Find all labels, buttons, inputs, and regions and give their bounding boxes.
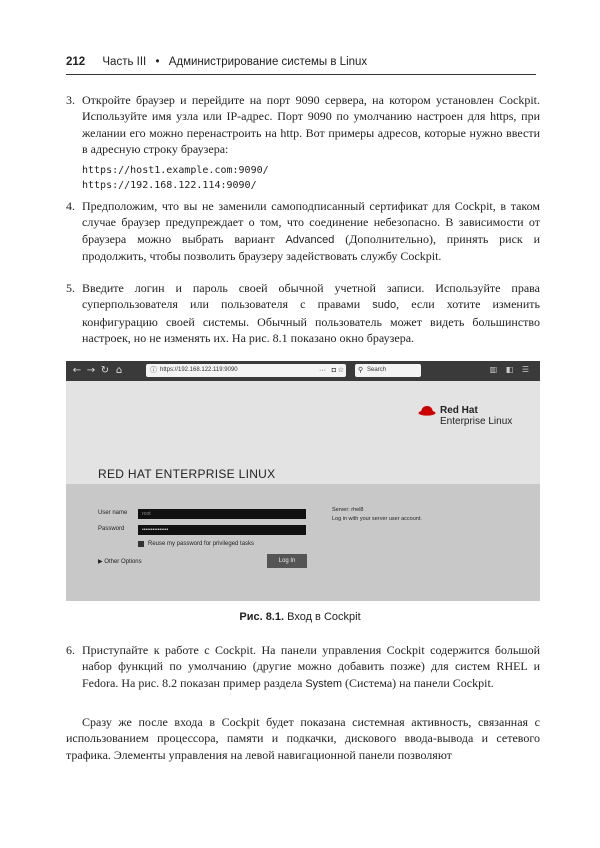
server-info	[332, 506, 422, 524]
forward-icon[interactable]: →	[86, 365, 96, 376]
item-number: 5.	[66, 281, 75, 295]
list-item-3	[66, 92, 540, 158]
back-icon[interactable]: ←	[72, 365, 82, 376]
home-icon[interactable]: ⌂	[115, 365, 123, 376]
login-header-area	[66, 381, 540, 484]
header-bullet: •	[155, 56, 160, 68]
item-number: 6.	[66, 643, 75, 657]
item-text	[82, 280, 540, 347]
code-line-1: https://host1.example.com:9090/	[82, 165, 269, 176]
search-input[interactable]	[355, 364, 421, 377]
body-paragraph: Сразу же после входа в Cockpit будет показана системная активность, связанная с использованием процессора, памяти и подкачки, дискового ввода-вывода и сетевого трафика. Элементы управления на левой навигационной панели позволяют	[66, 715, 540, 762]
list-item-4	[66, 198, 540, 265]
item-number: 3.	[66, 93, 75, 107]
brand-line-2: Enterprise Linux	[440, 416, 513, 427]
brand-line-1: Red Hat	[440, 405, 478, 416]
page-number: 212	[66, 56, 86, 68]
other-options-toggle[interactable]: ▶ Other Options	[98, 559, 142, 565]
server-hint: Log in with your server user account.	[332, 516, 422, 522]
text-part: , если хотите изменить конфигурацию своей системы. Обычный пользователь может видеть большинство настроек, но не изменять их. На рис. 8.1 показано окно браузера.	[82, 297, 540, 346]
login-form	[66, 484, 540, 601]
bookmark-star-icon[interactable]: ☆	[337, 367, 344, 374]
username-field[interactable]: root	[138, 509, 306, 519]
browser-toolbar	[66, 361, 540, 381]
caption-label: Рис. 8.1.	[239, 611, 285, 623]
code-line-2: https://192.168.122.114:9090/	[82, 180, 257, 191]
redhat-hat-icon	[418, 405, 436, 416]
list-item-5	[66, 280, 540, 347]
text-part: (Система) на панели Cockpit.	[342, 675, 494, 690]
text-part: Введите логин и пароль своей обычной учетной записи. Используйте права суперпользователя или пользователя с правами	[82, 281, 540, 312]
password-label: Password	[98, 526, 125, 532]
cockpit-login-screenshot	[66, 361, 540, 601]
username-label: User name	[98, 510, 128, 516]
ui-term: System	[305, 677, 342, 690]
part-label: Часть III	[102, 56, 147, 68]
caption-text: Вход в Cockpit	[287, 611, 361, 623]
login-button[interactable]: Log In	[267, 554, 307, 568]
redhat-logo	[440, 405, 512, 427]
text-part: Приступайте к работе с Cockpit. На панели управления Cockpit содержится большой набор функций по умолчанию (другие можно добавить позже) для систем RHEL и Fedora. На рис. 8.2 показан пример раздела	[82, 643, 540, 690]
pocket-icon[interactable]: ◘	[331, 367, 336, 374]
reload-icon[interactable]: ↻	[100, 365, 110, 376]
reuse-password-label: Reuse my password for privileged tasks	[148, 541, 255, 547]
code-block	[82, 163, 269, 193]
running-header	[66, 56, 536, 75]
server-label: Server: rhel8	[332, 507, 364, 513]
list-item-6	[66, 642, 540, 692]
ui-term: Advanced	[285, 233, 335, 246]
ui-term: sudo	[372, 299, 397, 312]
item-text	[82, 642, 540, 692]
product-title: RED HAT ENTERPRISE LINUX	[98, 467, 276, 481]
password-field[interactable]: •••••••••••••••	[138, 525, 306, 535]
url-text: https://192.168.122.119:9090	[160, 367, 238, 373]
search-icon: ⚲	[358, 367, 364, 374]
lock-icon: ⓘ	[150, 367, 157, 374]
item-text: Откройте браузер и перейдите на порт 9090 сервера, на котором установлен Cockpit. Используйте имя узла или IP-адрес. Порт 9090 по умолчанию настроен для https, при желании его можно перенастроить на http. Вот примеры адресов, которые нужно ввести в адресную строку браузера:	[82, 93, 540, 157]
toolbar-icons[interactable]: ▥ ◧ ☰	[489, 365, 532, 374]
page-actions-icon[interactable]: ···	[319, 367, 326, 374]
text-part: (Дополнительно), принять риск и продолжить, чтобы позволить браузеру задействовать службу Cockpit.	[82, 231, 540, 264]
item-text	[82, 198, 540, 265]
figure-caption	[0, 611, 600, 623]
other-options-label: Other Options	[104, 559, 142, 565]
item-number: 4.	[66, 199, 75, 213]
chapter-title: Администрирование системы в Linux	[168, 56, 368, 68]
address-bar[interactable]	[146, 364, 346, 377]
text-part: Предположим, что вы не заменили самоподписанный сертификат для Cockpit, в таком случае браузер предупреждает о том, что соединение небезопасно. В зависимости от браузера можно выбрать вариант	[82, 199, 540, 246]
reuse-password-checkbox[interactable]	[138, 541, 144, 547]
search-placeholder: Search	[367, 367, 387, 373]
